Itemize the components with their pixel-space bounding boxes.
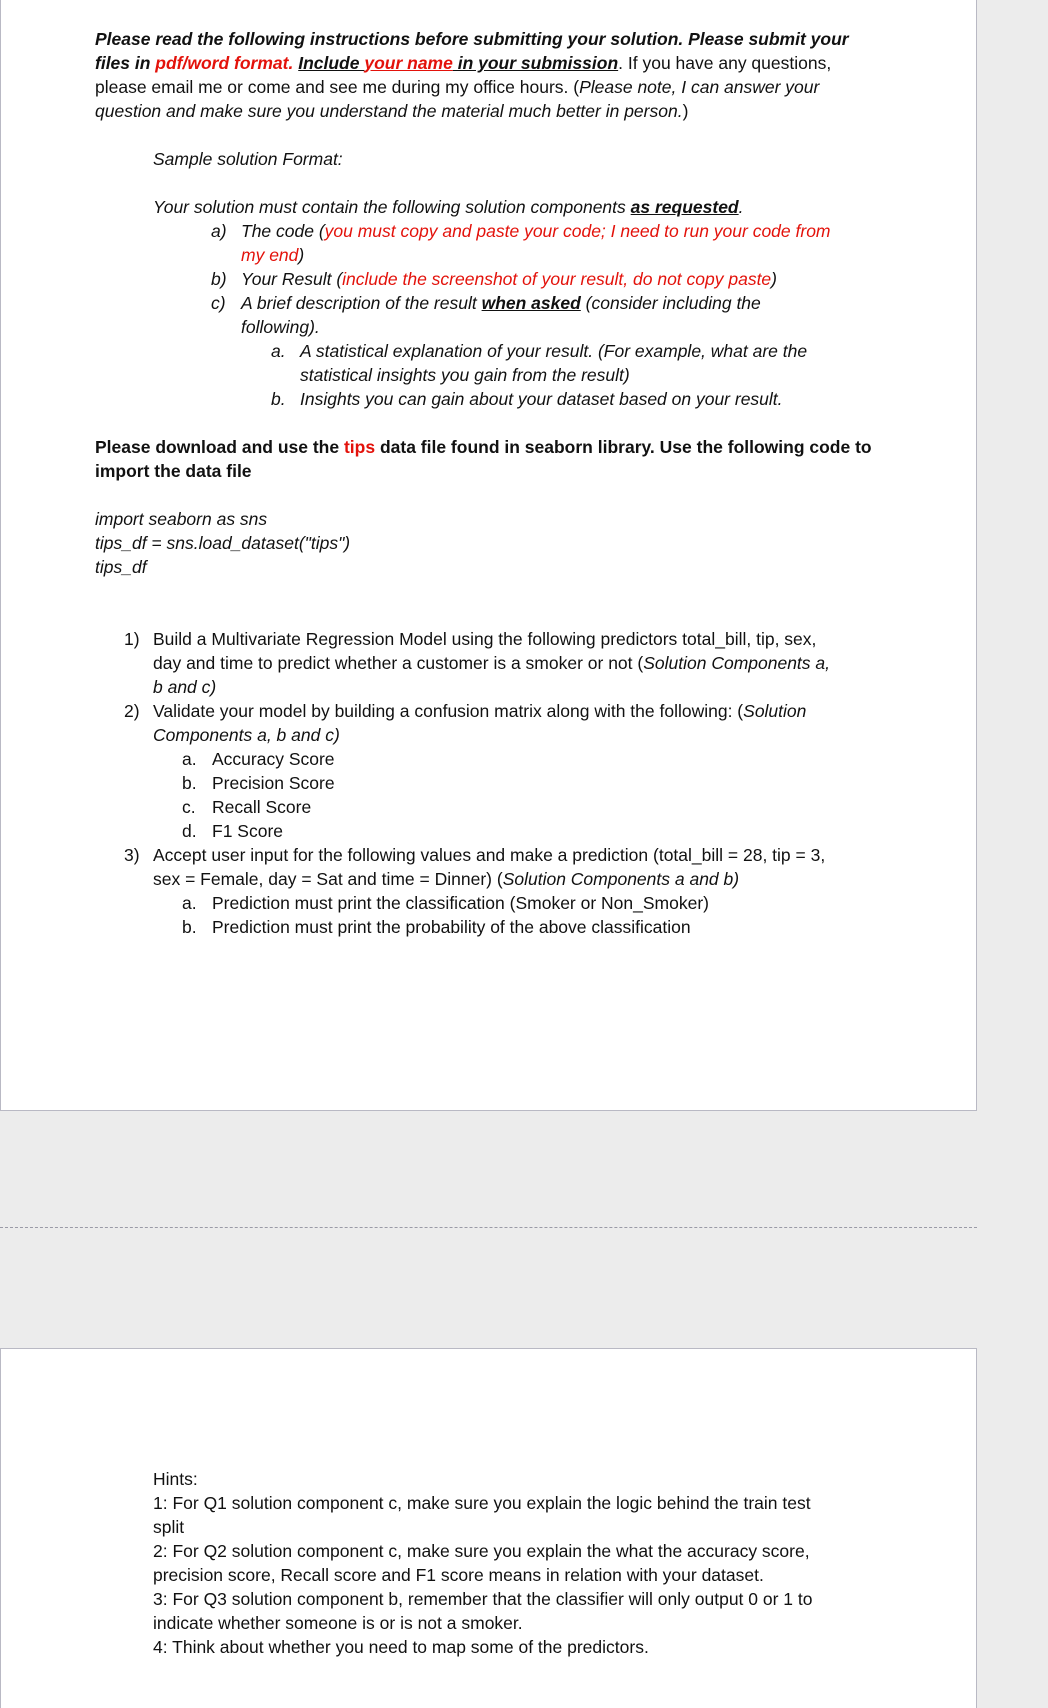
q2-item-text: Precision Score xyxy=(212,773,335,793)
hint-2-line-2: precision score, Recall score and F1 score means in relation with your dataset. xyxy=(153,1565,764,1585)
q1-marker: 1) xyxy=(124,629,140,649)
q2-item-marker: a. xyxy=(182,749,197,769)
q3-item-text: Prediction must print the probability of the above classification xyxy=(212,917,691,937)
intro-line-1: Please read the following instructions before submitting your solution. Please submit your xyxy=(95,29,849,49)
hint-1-line-2: split xyxy=(153,1517,185,1537)
q2-item-text: F1 Score xyxy=(212,821,283,841)
download-line-2: import the data file xyxy=(95,461,252,481)
hint-2-line-1: 2: For Q2 solution component c, make sure you explain the what the accuracy score, xyxy=(153,1541,810,1561)
sample-heading: Sample solution Format: xyxy=(153,149,343,169)
sub-b-marker: b. xyxy=(271,389,286,409)
component-c-marker: c) xyxy=(211,293,226,313)
component-c-line-2: following). xyxy=(241,317,320,337)
q2-item-marker: b. xyxy=(182,773,197,793)
q3-item-marker: a. xyxy=(182,893,197,913)
q2-item-text: Accuracy Score xyxy=(212,749,335,769)
q2-item-text: Recall Score xyxy=(212,797,312,817)
code-line-3: tips_df xyxy=(95,557,147,577)
sub-a-line-2: statistical insights you gain from the result) xyxy=(300,365,630,385)
intro-line-4: question and make sure you understand the material much better in person.) xyxy=(95,101,689,121)
q2-marker: 2) xyxy=(124,701,140,721)
q3-line-1: Accept user input for the following values and make a prediction (total_bill = 28, tip = 3, xyxy=(153,845,826,865)
hint-4-line: 4: Think about whether you need to map some of the predictors. xyxy=(153,1637,649,1657)
q2-line-2: Components a, b and c) xyxy=(153,725,340,745)
q3-marker: 3) xyxy=(124,845,140,865)
component-b-line: Your Result (include the screenshot of your result, do not copy paste) xyxy=(241,269,777,289)
q1-line-3: b and c) xyxy=(153,677,217,697)
hint-3-line-2: indicate whether someone is or is not a smoker. xyxy=(153,1613,523,1633)
q2-line-1: Validate your model by building a confusion matrix along with the following: (Solution xyxy=(153,701,807,721)
sample-lead: Your solution must contain the following solution components as requested. xyxy=(153,197,744,217)
hint-3-line-1: 3: For Q3 solution component b, remember that the classifier will only output 0 or 1 to xyxy=(153,1589,813,1609)
sub-a-line-1: A statistical explanation of your result. (For example, what are the xyxy=(300,341,808,361)
q1-line-2: day and time to predict whether a customer is a smoker or not (Solution Components a, xyxy=(153,653,831,673)
q1-line-1: Build a Multivariate Regression Model using the following predictors total_bill, tip, sex, xyxy=(153,629,817,649)
code-line-2: tips_df = sns.load_dataset("tips") xyxy=(95,533,351,553)
download-line-1: Please download and use the tips data file found in seaborn library. Use the following code to xyxy=(95,437,872,457)
component-a-marker: a) xyxy=(211,221,227,241)
component-b-marker: b) xyxy=(211,269,227,289)
component-c-line-1: A brief description of the result when asked (consider including the xyxy=(241,293,761,313)
intro-line-3: please email me or come and see me during my office hours. (Please note, I can answer your xyxy=(95,77,820,97)
sub-b-line-1: Insights you can gain about your dataset based on your result. xyxy=(300,389,783,409)
page-break-divider xyxy=(0,1227,977,1228)
sub-a-marker: a. xyxy=(271,341,286,361)
q3-line-2: sex = Female, day = Sat and time = Dinner) (Solution Components a and b) xyxy=(153,869,740,889)
q3-item-text: Prediction must print the classification (Smoker or Non_Smoker) xyxy=(212,893,709,913)
hints-title: Hints: xyxy=(153,1469,198,1489)
q3-item-marker: b. xyxy=(182,917,197,937)
hint-1-line-1: 1: For Q1 solution component c, make sure you explain the logic behind the train test xyxy=(153,1493,811,1513)
q2-item-marker: d. xyxy=(182,821,197,841)
code-line-1: import seaborn as sns xyxy=(95,509,268,529)
q2-item-marker: c. xyxy=(182,797,196,817)
intro-line-2: files in pdf/word format. Include your name in your submission. If you have any questions, xyxy=(95,53,832,73)
component-a-line-1: The code (you must copy and paste your code; I need to run your code from xyxy=(241,221,831,241)
component-a-line-2: my end) xyxy=(241,245,305,265)
